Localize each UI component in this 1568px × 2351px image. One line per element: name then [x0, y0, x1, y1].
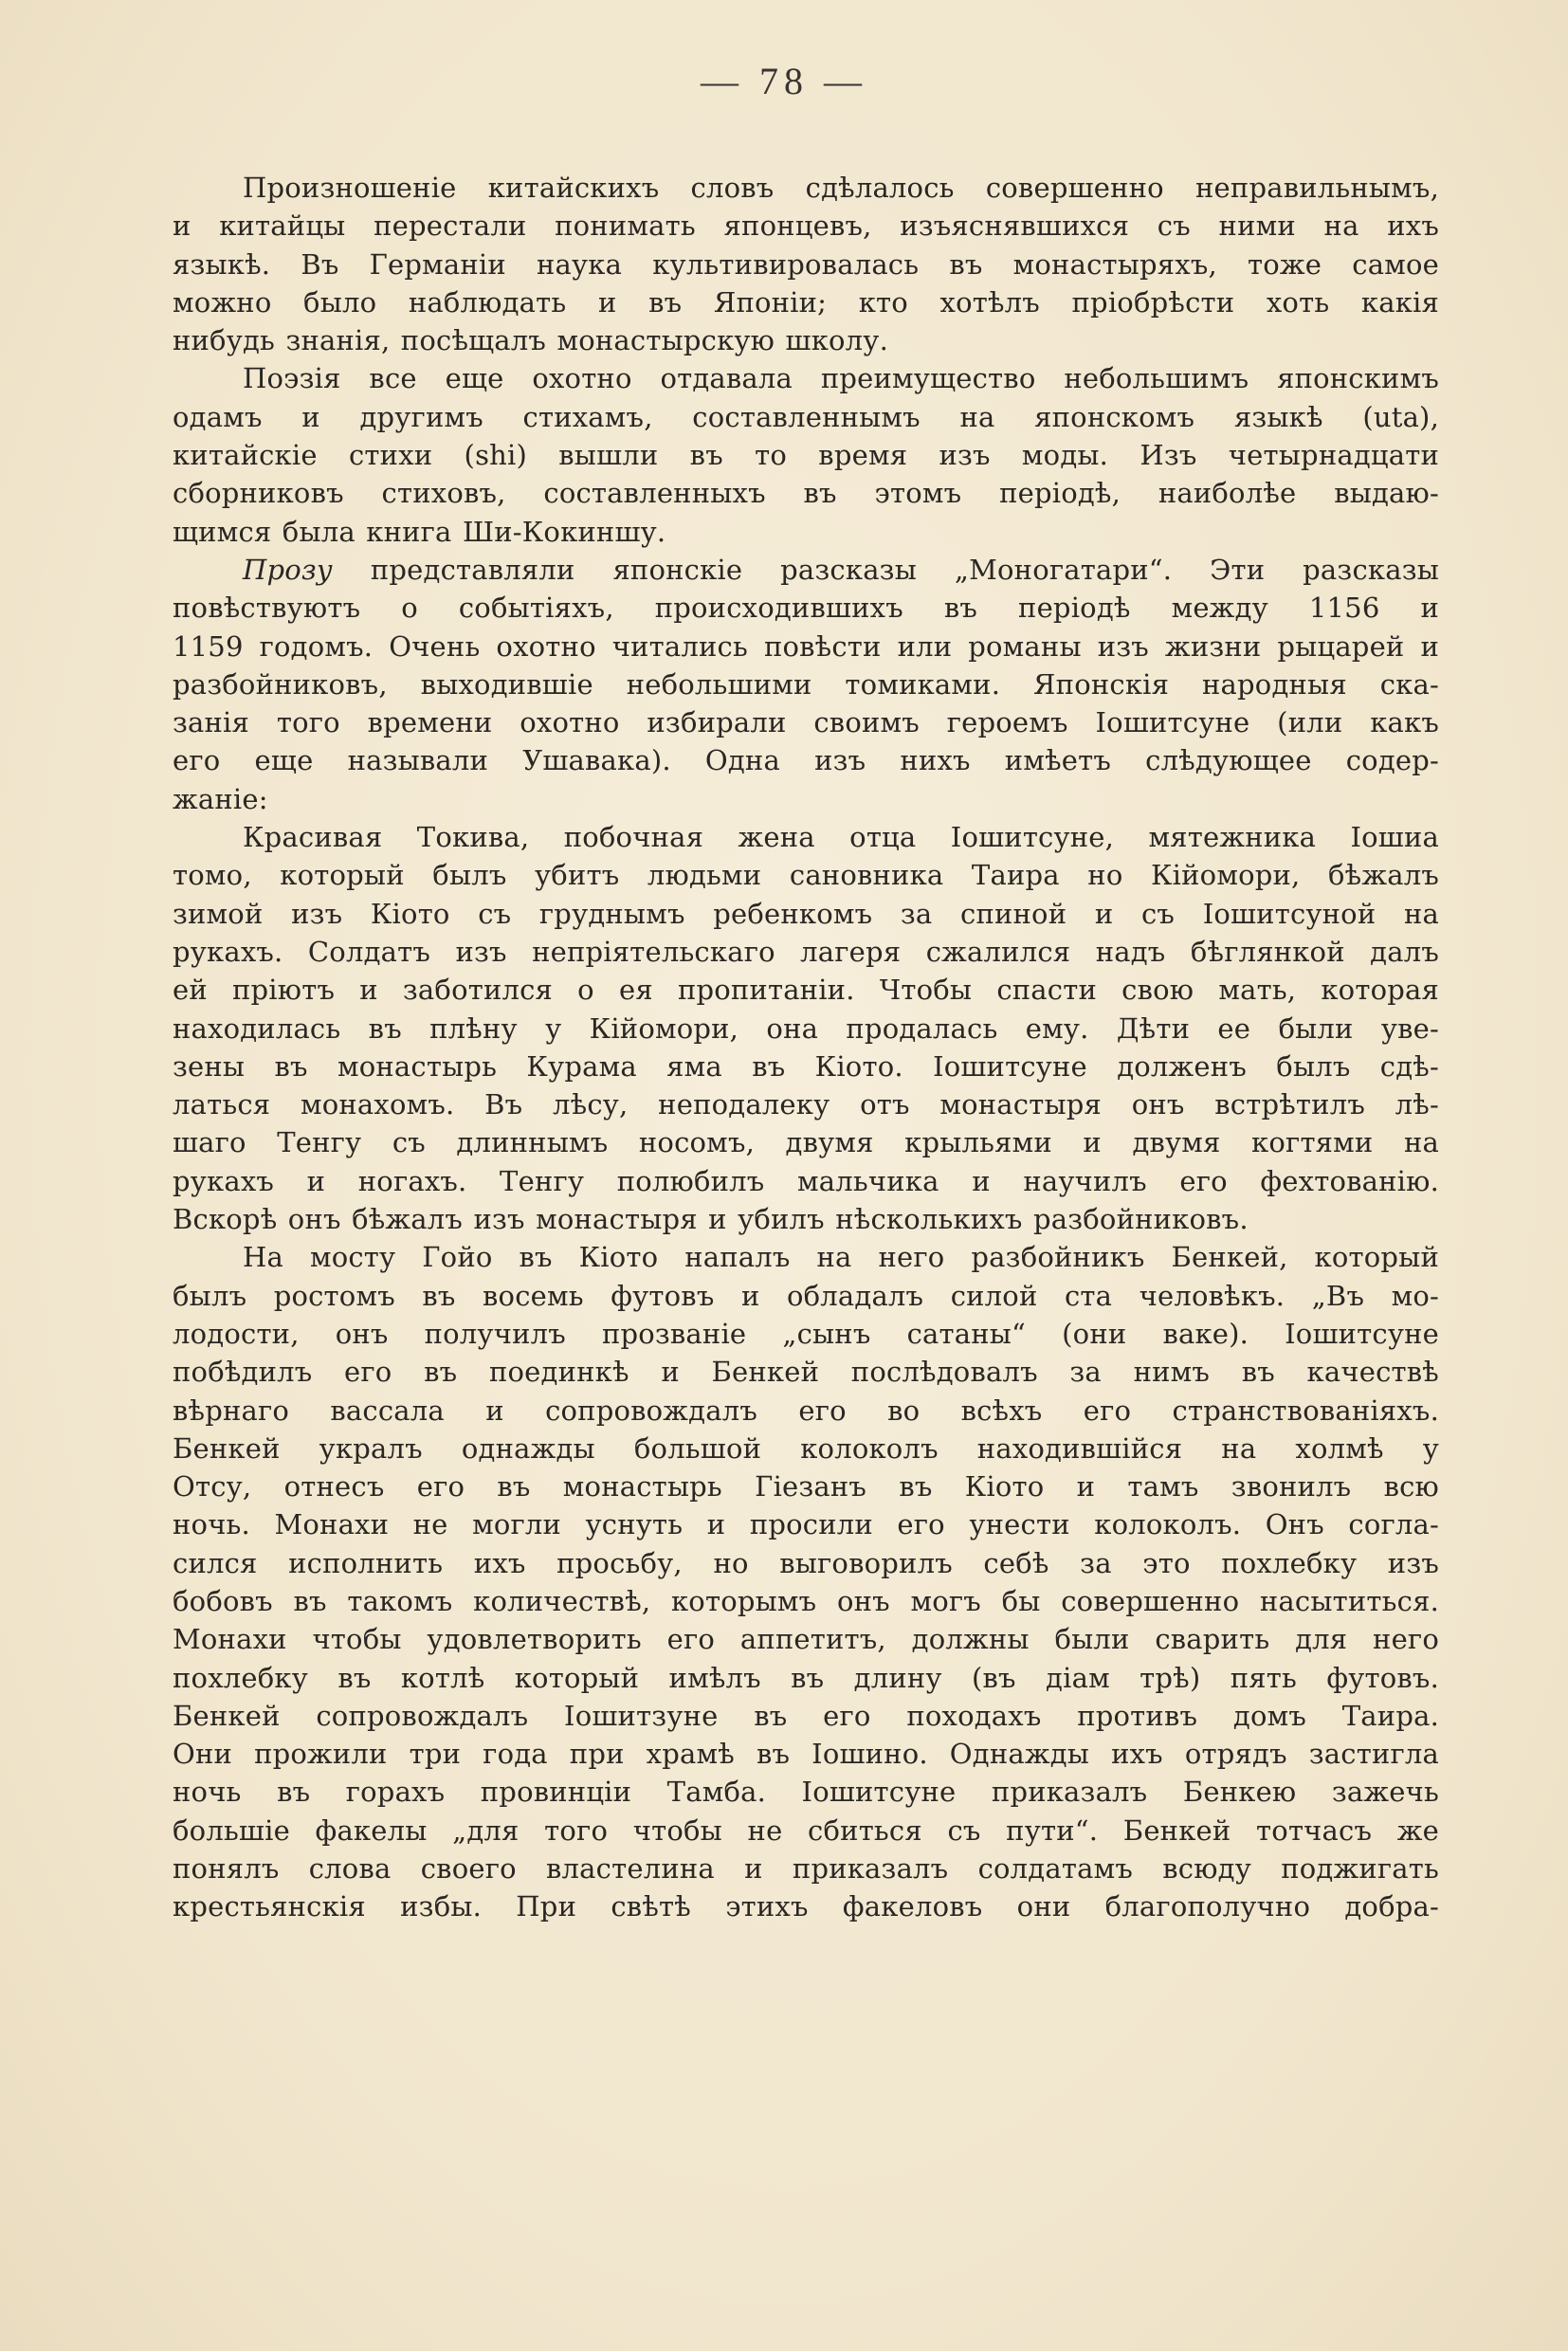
text-line: Поэзія все еще охотно отдавала преимущество небольшимъ японскимъ: [243, 362, 1439, 395]
text-line: жаніе:: [173, 782, 268, 815]
text-line: похлебку въ котлѣ который имѣлъ въ длину (въ діам трѣ) пять футовъ.: [173, 1661, 1439, 1694]
text-line: сился исполнить ихъ просьбу, но выговорилъ себѣ за это похлебку изъ: [173, 1546, 1439, 1579]
text-line: Произношеніе китайскихъ словъ сдѣлалось совершенно неправильнымъ,: [243, 172, 1439, 204]
paragraph: [173, 551, 1439, 818]
text-line: рукахъ и ногахъ. Тенгу полюбилъ мальчика и научилъ его фехтованію.: [173, 1164, 1439, 1197]
text-line: побѣдилъ его въ поединкѣ и Бенкей послѣдовалъ за нимъ въ качествѣ: [173, 1356, 1439, 1389]
text-line: сборниковъ стиховъ, составленныхъ въ этомъ періодѣ, наиболѣе выдаю-: [173, 477, 1439, 510]
text-line: крестьянскія избы. При свѣтѣ этихъ факеловъ они благополучно добра-: [173, 1890, 1439, 1923]
text-line: ей пріютъ и заботился о ея пропитаніи. Чтобы спасти свою мать, которая: [173, 974, 1439, 1007]
text-line: зены въ монастырь Курама яма въ Кіото. Іошитсуне долженъ былъ сдѣ-: [173, 1049, 1439, 1083]
paragraph: [173, 818, 1439, 1238]
text-line: разбойниковъ, выходившіе небольшими томиками. Японскія народныя ска-: [173, 667, 1439, 701]
text-line: повѣствуютъ о событіяхъ, происходившихъ въ періодѣ между 1156 и: [173, 592, 1439, 625]
text-line: На мосту Гойо въ Кіото напалъ на него разбойникъ Бенкей, который: [243, 1241, 1439, 1274]
body-text: [173, 169, 1439, 1926]
paragraph: [173, 359, 1439, 550]
text-line: бобовъ въ такомъ количествѣ, которымъ онъ могъ бы совершенно насытиться.: [173, 1584, 1439, 1617]
text-line: можно было наблюдать и въ Японіи; кто хотѣлъ пріобрѣсти хоть какія: [173, 285, 1439, 319]
text-line: нибудь знанія, посѣщалъ монастырскую школу.: [173, 324, 888, 357]
italic-lead-word: Прозу: [243, 553, 333, 586]
paragraph: [173, 169, 1439, 359]
text-line: большіе факелы „для того чтобы не сбиться съ пути“. Бенкей тотчасъ же: [173, 1813, 1439, 1847]
text-line: одамъ и другимъ стихамъ, составленнымъ на японскомъ языкѣ (uta),: [173, 400, 1439, 433]
text-line: занія того времени охотно избирали своимъ героемъ Іошитсуне (или какъ: [173, 706, 1439, 739]
line-text: представляли японскіе разсказы „Моногатари“. Эти разсказы: [332, 553, 1439, 586]
text-line: рукахъ. Солдатъ изъ непріятельскаго лагеря сжалился надъ бѣглянкой далъ: [173, 935, 1439, 968]
text-line: Вскорѣ онъ бѣжалъ изъ монастыря и убилъ нѣсколькихъ разбойниковъ.: [173, 1203, 1249, 1236]
paragraph: [173, 1238, 1439, 1925]
text-line: лодости, онъ получилъ прозваніе „сынъ сатаны“ (они ваке). Іошитсуне: [173, 1317, 1439, 1350]
text-line: щимся была книга Ши-Кокиншу.: [173, 515, 666, 548]
text-line: и китайцы перестали понимать японцевъ, изъяснявшихся съ ними на ихъ: [173, 210, 1439, 243]
text-line: Отсу, отнесъ его въ монастырь Гіезанъ въ Кіото и тамъ звонилъ всю: [173, 1470, 1439, 1504]
text-line: Бенкей укралъ однажды большой колоколъ находившійся на холмѣ у: [173, 1431, 1439, 1465]
text-line: его еще называли Ушавака). Одна изъ нихъ имѣетъ слѣдующее содер-: [173, 744, 1439, 777]
text-line: латься монахомъ. Въ лѣсу, неподалеку отъ монастыря онъ встрѣтилъ лѣ-: [173, 1088, 1439, 1121]
text-line: ночь въ горахъ провинціи Тамба. Іошитсуне приказалъ Бенкею зажечь: [173, 1776, 1439, 1809]
text-line: былъ ростомъ въ восемь футовъ и обладалъ силой ста человѣкъ. „Въ мо-: [173, 1279, 1439, 1312]
text-line: [173, 551, 1439, 589]
text-line: находилась въ плѣну у Кійомори, она продалась ему. Дѣти ее были уве-: [173, 1011, 1439, 1045]
text-line: понялъ слова своего властелина и приказалъ солдатамъ всюду поджигать: [173, 1852, 1439, 1886]
text-line: томо, который былъ убитъ людьми сановника Таира но Кійомори, бѣжалъ: [173, 859, 1439, 892]
text-line: Они прожили три года при храмѣ въ Іошино. Однажды ихъ отрядъ застигла: [173, 1738, 1439, 1771]
text-line: 1159 годомъ. Очень охотно читались повѣсти или романы изъ жизни рыцарей и: [173, 629, 1439, 663]
text-line: языкѣ. Въ Германіи наука культивировалась въ монастыряхъ, тоже самое: [173, 247, 1439, 281]
text-line: шаго Тенгу съ длиннымъ носомъ, двумя крыльями и двумя когтями на: [173, 1126, 1439, 1159]
text-line: Красивая Токива, побочная жена отца Іошитсуне, мятежника Іошиа: [243, 821, 1439, 854]
text-line: китайскіе стихи (shi) вышли въ то время изъ моды. Изъ четырнадцати: [173, 439, 1439, 472]
text-line: Бенкей сопровождалъ Іошитзуне въ его походахъ противъ домъ Таира.: [173, 1699, 1439, 1732]
text-line: вѣрнаго вассала и сопровождалъ его во всѣхъ его странствованіяхъ.: [173, 1394, 1439, 1427]
text-line: ночь. Монахи не могли уснуть и просили его унести колоколъ. Онъ согла-: [173, 1508, 1439, 1541]
page-number: — 78 —: [701, 60, 867, 102]
text-line: Монахи чтобы удовлетворить его аппетитъ, должны были сварить для него: [173, 1623, 1439, 1656]
text-line: зимой изъ Кіото съ груднымъ ребенкомъ за спиной и съ Іошитсуной на: [173, 897, 1439, 930]
